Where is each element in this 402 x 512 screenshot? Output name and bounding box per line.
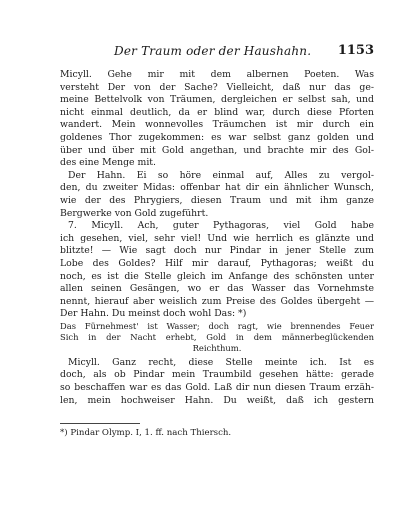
text-line: goldenes Thor zugekommen: es war selbst ganz golden und	[60, 131, 374, 143]
text-line: über und über mit Gold angethan, und brachte mir des Gol-	[60, 144, 374, 156]
quote-line: Das Fürnehmest' ist Wasser; doch ragt, wie brennendes Feuer	[60, 320, 374, 331]
page-header	[60, 44, 374, 60]
text-line: versteht Der von der Sache? Vielleicht, daß nur das ge-	[60, 81, 374, 93]
verse-quote	[60, 321, 374, 354]
text-line: des eine Menge mit.	[60, 157, 156, 169]
text-line: noch, es ist die Stelle gleich im Anfange des schönsten unter	[60, 270, 374, 282]
running-head: Der Traum oder der Haushahn.	[114, 44, 312, 58]
text-line: allen seinen Gesängen, wo er das Wasser das Vornehmste	[60, 283, 374, 295]
text-line: nennt, hierauf aber weislich zum Preise des Goldes übergeht —	[60, 295, 374, 307]
text-line: meine Bettelvolk von Träumen, dergleichen er selbst sah, und	[60, 94, 374, 106]
page-number: 1153	[337, 43, 374, 58]
text-line: Micyll. Gehe mir mit dem albernen Poeten. Was	[60, 69, 374, 80]
text-line: len, mein hochweiser Hahn. Du weißt, daß ich gestern	[60, 394, 374, 406]
text-line: Micyll. Ganz recht, diese Stelle meinte ich. Ist es	[68, 356, 374, 368]
text-line: wandert. Mein wonnevolles Träumchen ist mir durch ein	[60, 119, 374, 131]
text-line: wie der des Phrygiers, diesen Traum und mit ihm ganze	[60, 194, 374, 206]
text-line: Der Hahn. Ei so höre einmal auf, Alles zu vergol-	[68, 169, 374, 181]
text-line: den, du zweiter Midas: offenbar hat dir ein ähnlicher Wunsch,	[60, 182, 374, 194]
footnote-rule	[60, 423, 140, 424]
text-line: Lobe des Goldes? Hilf mir darauf, Pythagoras; weißt du	[60, 257, 374, 269]
body-text	[60, 69, 374, 407]
text-line: nicht einmal deutlich, da er blind war, durch diese Pforten	[60, 106, 374, 118]
text-line: so beschaffen war es das Gold. Laß dir nun diesen Traum erzäh-	[60, 382, 374, 394]
text-line: 7. Micyll. Ach, guter Pythagoras, viel Gold habe	[68, 220, 374, 232]
text-line: doch, als ob Pindar mein Traumbild gesehen hätte: gerade	[60, 369, 374, 381]
footnote: *) Pindar Olymp. I, 1. ff. nach Thiersch.	[60, 428, 232, 438]
text-line: ich gesehen, viel, sehr viel! Und wie herrlich es glänzte und	[60, 232, 374, 244]
quote-line: Sich in der Nacht erhebt, Gold in dem männerbeglückenden	[60, 331, 374, 342]
text-line: blitzte! — Wie sagt doch nur Pindar in jener Stelle zum	[60, 245, 374, 257]
text-line: Der Hahn. Du meinst doch wohl Das: *)	[60, 308, 247, 320]
quote-line: Reichthum.	[192, 342, 242, 353]
text-line: Bergwerke von Gold zugeführt.	[60, 207, 209, 219]
